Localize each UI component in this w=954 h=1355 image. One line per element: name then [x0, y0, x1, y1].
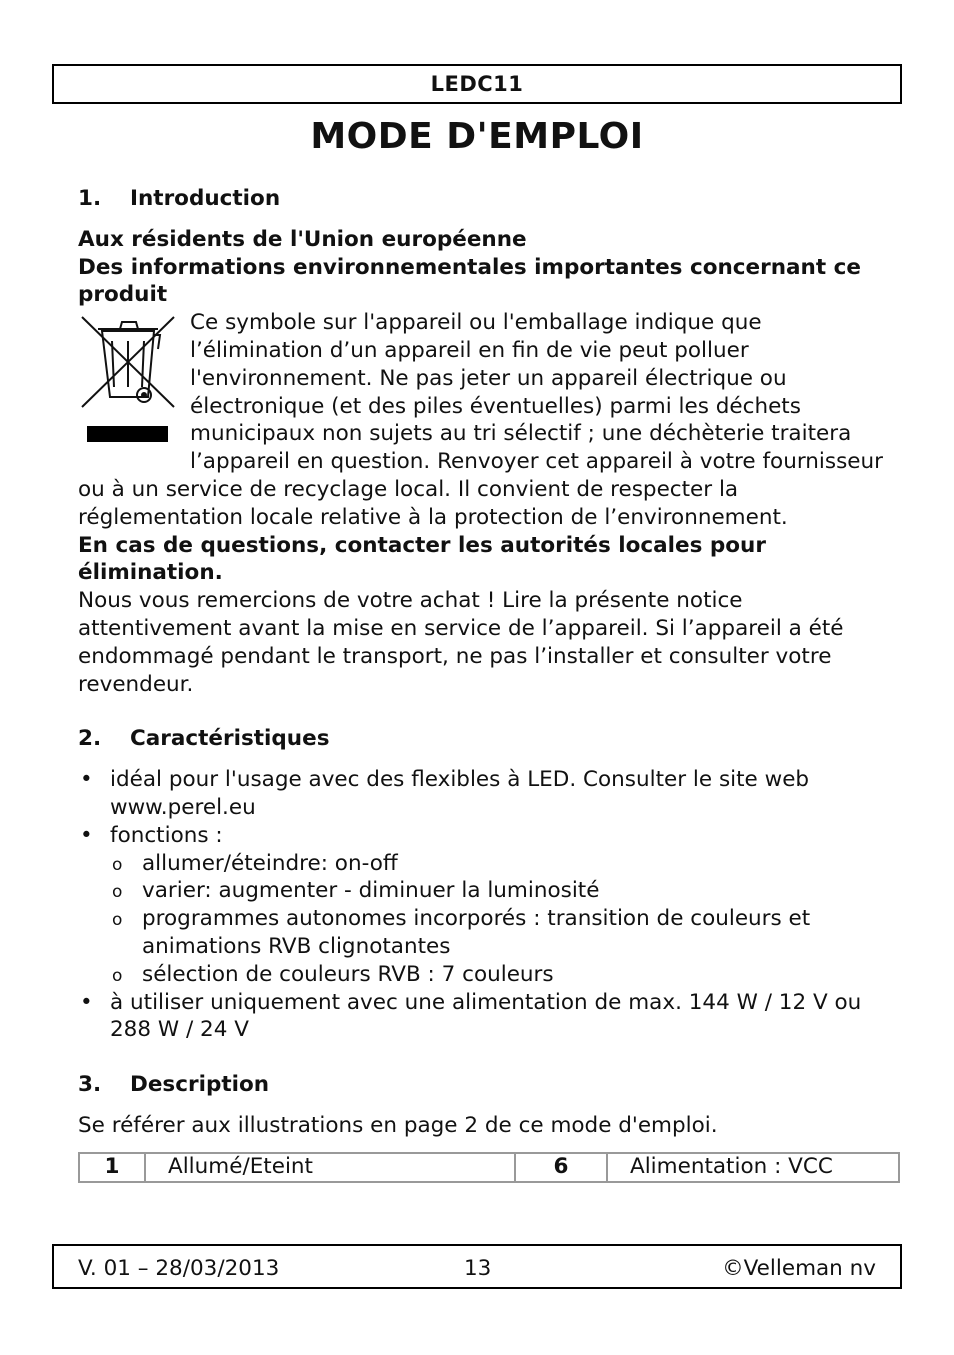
- section-heading-description: 3. Description: [78, 1072, 270, 1098]
- questions-paragraph: En cas de questions, contacter les autorités locales pour élimination.: [78, 532, 766, 586]
- list-item: • à utiliser uniquement avec une alimentation de max. 144 W / 12 V ou 288 W / 24 V: [78, 989, 898, 1045]
- weee-icon: [78, 309, 188, 449]
- sublist-item: o varier: augmenter - diminuer la luminosité: [110, 877, 898, 905]
- footer-page-number: 13: [464, 1256, 492, 1281]
- section-heading-features: 2. Caractéristiques: [78, 726, 330, 752]
- table-row: [79, 1153, 899, 1182]
- table-cell-number: 6: [515, 1153, 607, 1182]
- section-heading-introduction: 1. Introduction: [78, 186, 281, 211]
- sublist-item: o programmes autonomes incorporés : transition de couleurs et animations RVB clignotantes: [110, 905, 898, 961]
- page-footer: [52, 1244, 902, 1289]
- table-cell-label: Allumé/Eteint: [145, 1153, 515, 1182]
- page-title: MODE D'EMPLOI: [310, 116, 644, 157]
- list-item: • fonctions : o allumer/éteindre: on-off o varier: augmenter - diminuer la luminosité o programmes autonomes incorporés : transition de couleurs et animations RVB clignotantes o sélection de couleurs RVB : 7 couleurs: [78, 822, 898, 989]
- footer-version: V. 01 – 28/03/2013: [78, 1256, 280, 1281]
- sublist-item: o sélection de couleurs RVB : 7 couleurs: [110, 961, 898, 989]
- description-text: Se référer aux illustrations en page 2 de ce mode d'emploi.: [78, 1112, 718, 1138]
- features-list: [78, 766, 898, 1044]
- list-item: • idéal pour l'usage avec des flexibles à LED. Consulter le site web www.perel.eu: [78, 766, 898, 822]
- model-name: LEDC11: [430, 72, 524, 96]
- residents-heading: Aux résidents de l'Union européenne: [78, 226, 527, 252]
- thanks-paragraph: Nous vous remercions de votre achat ! Lire la présente notice attentivement avant la mise en service de l’appareil. Si l’appareil a été endommagé pendant le transport, ne pas l’installer et consulter votre revendeur.: [78, 588, 844, 697]
- parts-table: [78, 1152, 900, 1183]
- weee-paragraph: Ce symbole sur l'appareil ou l'emballage indique que l’élimination d’un appareil en fin de vie peut polluer l'environnement. Ne pas jeter un appareil électrique ou électronique (et des piles éventuelles) parmi les déchets municipaux non sujets au tri sélectif ; une déchèterie traitera l’appareil en question. Renvoyer cet appareil à votre fournisseur ou à un service de recyclage local. Il convient de respecter la réglementation locale relative à la protection de l’environnement.: [78, 310, 883, 530]
- table-cell-number: 1: [79, 1153, 145, 1182]
- functions-sublist: [110, 850, 898, 989]
- env-info-heading: Des informations environnementales importantes concernant ce produit: [78, 254, 861, 308]
- footer-copyright: ©Velleman nv: [722, 1256, 876, 1281]
- main-content: [78, 185, 898, 1183]
- sublist-item: o allumer/éteindre: on-off: [110, 850, 898, 878]
- table-cell-label: Alimentation : VCC: [607, 1153, 899, 1182]
- header-model: [52, 64, 902, 104]
